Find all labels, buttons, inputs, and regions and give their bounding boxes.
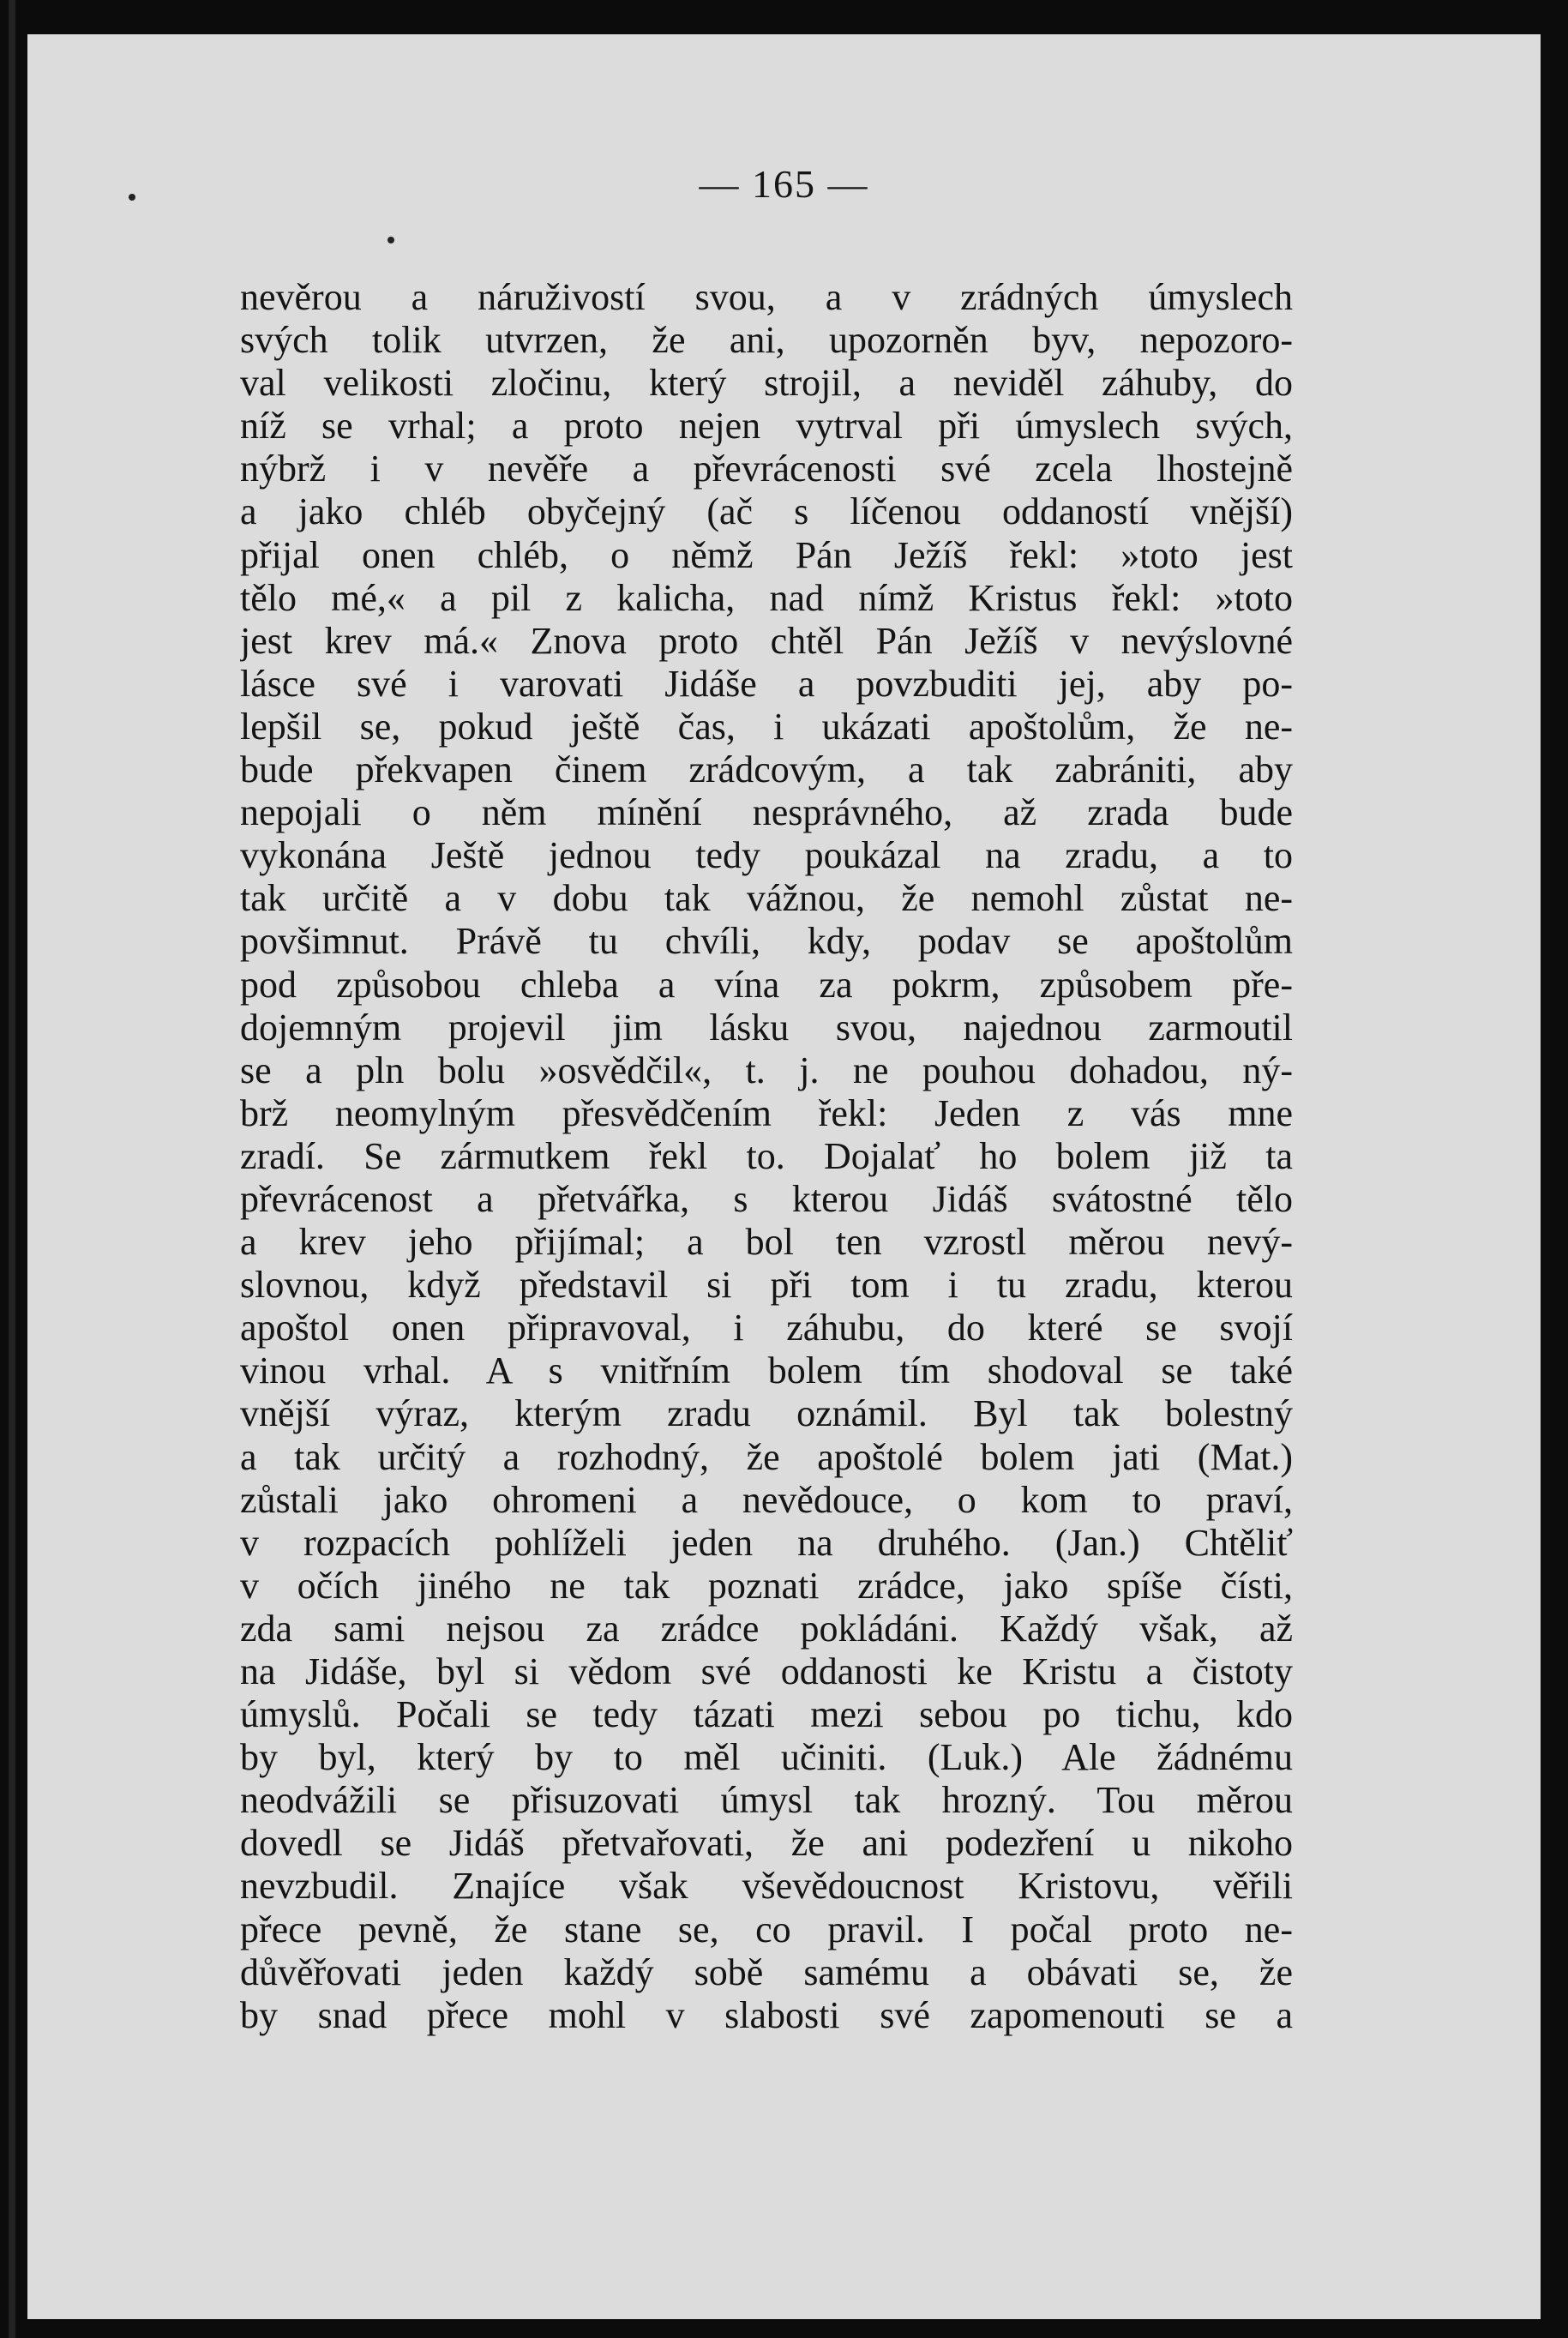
text-line: povšimnut. Právě tu chvíli, kdy, podav se apoštolům xyxy=(240,920,1293,963)
text-line: apoštol onen připravoval, i záhubu, do které se svojí xyxy=(240,1307,1293,1349)
binding-edge xyxy=(9,0,15,2338)
text-line: neodvážili se přisuzovati úmysl tak hrozný. Tou měrou xyxy=(240,1779,1293,1822)
text-line: v očích jiného ne tak poznati zrádce, jako spíše čísti, xyxy=(240,1564,1293,1607)
text-line: jest krev má.« Znova proto chtěl Pán Ježíš v nevýslovné xyxy=(240,619,1293,662)
text-line: val velikosti zločinu, který strojil, a neviděl záhuby, do xyxy=(240,362,1293,405)
text-line: na Jidáše, byl si vědom své oddanosti ke Kristu a čistoty xyxy=(240,1650,1293,1692)
text-line: nevzbudil. Znajíce však vševědoucnost Kristovu, věřili xyxy=(240,1865,1293,1908)
print-speck xyxy=(387,237,394,243)
text-line: brž neomylným přesvědčením řekl: Jeden z vás mne xyxy=(240,1091,1293,1134)
text-line: vnější výraz, kterým zradu oznámil. Byl tak bolestný xyxy=(240,1392,1293,1435)
text-line: by byl, který by to měl učiniti. (Luk.) Ale žádnému xyxy=(240,1736,1293,1779)
text-line: tak určitě a v dobu tak vážnou, že nemohl zůstat ne- xyxy=(240,877,1293,920)
text-line: tělo mé,« a pil z kalicha, nad nímž Kristus řekl: »toto xyxy=(240,576,1293,619)
text-line: níž se vrhal; a proto nejen vytrval při úmyslech svých, xyxy=(240,405,1293,448)
text-line: přijal onen chléb, o němž Pán Ježíš řekl: »toto jest xyxy=(240,533,1293,576)
text-line: úmyslů. Počali se tedy tázati mezi sebou po tichu, kdo xyxy=(240,1693,1293,1736)
text-line: pod způsobou chleba a vína za pokrm, způsobem pře- xyxy=(240,963,1293,1006)
text-line: slovnou, když představil si při tom i tu zradu, kterou xyxy=(240,1264,1293,1307)
text-line: dovedl se Jidáš přetvařovati, že ani podezření u nikoho xyxy=(240,1822,1293,1865)
text-line: dojemným projevil jim lásku svou, najednou zarmoutil xyxy=(240,1006,1293,1049)
text-line: důvěřovati jeden každý sobě samému a obávati se, že xyxy=(240,1950,1293,1993)
text-line: vykonána Ještě jednou tedy poukázal na zradu, a to xyxy=(240,834,1293,877)
body-text xyxy=(240,276,1293,2037)
text-line: by snad přece mohl v slabosti své zapomenouti se a xyxy=(240,1993,1293,2036)
text-line: zradí. Se zármutkem řekl to. Dojalať ho bolem již ta xyxy=(240,1134,1293,1177)
text-line: a jako chléb obyčejný (ač s líčenou oddaností vnější) xyxy=(240,490,1293,533)
text-line: a tak určitý a rozhodný, že apoštolé bolem jati (Mat.) xyxy=(240,1435,1293,1478)
text-line: zůstali jako ohromeni a nevědouce, o kom to praví, xyxy=(240,1478,1293,1521)
text-line: svých tolik utvrzen, že ani, upozorněn byv, nepozoro- xyxy=(240,319,1293,362)
text-line: nevěrou a náruživostí svou, a v zrádných úmyslech xyxy=(240,276,1293,318)
text-line: lepšil se, pokud ještě čas, i ukázati apoštolům, že ne- xyxy=(240,705,1293,748)
text-line: lásce své i varovati Jidáše a povzbuditi jej, aby po- xyxy=(240,662,1293,705)
page-number: — 165 — xyxy=(699,162,869,206)
text-line: se a pln bolu »osvědčil«, t. j. ne pouhou dohadou, ný- xyxy=(240,1049,1293,1091)
text-line: vinou vrhal. A s vnitřním bolem tím shodoval se také xyxy=(240,1349,1293,1392)
text-line: převrácenost a přetvářka, s kterou Jidáš svátostné tělo xyxy=(240,1177,1293,1220)
text-line: zda sami nejsou za zrádce pokládáni. Každý však, až xyxy=(240,1607,1293,1650)
text-line: bude překvapen činem zrádcovým, a tak zabrániti, aby xyxy=(240,748,1293,791)
text-line: a krev jeho přijímal; a bol ten vzrostl měrou nevý- xyxy=(240,1221,1293,1264)
text-line: v rozpacích pohlíželi jeden na druhého. (Jan.) Chtěliť xyxy=(240,1521,1293,1564)
text-line: přece pevně, že stane se, co pravil. I počal proto ne- xyxy=(240,1908,1293,1950)
text-line: nepojali o něm mínění nesprávného, až zrada bude xyxy=(240,791,1293,834)
text-line: nýbrž i v nevěře a převrácenosti své zcela lhostejně xyxy=(240,448,1293,490)
